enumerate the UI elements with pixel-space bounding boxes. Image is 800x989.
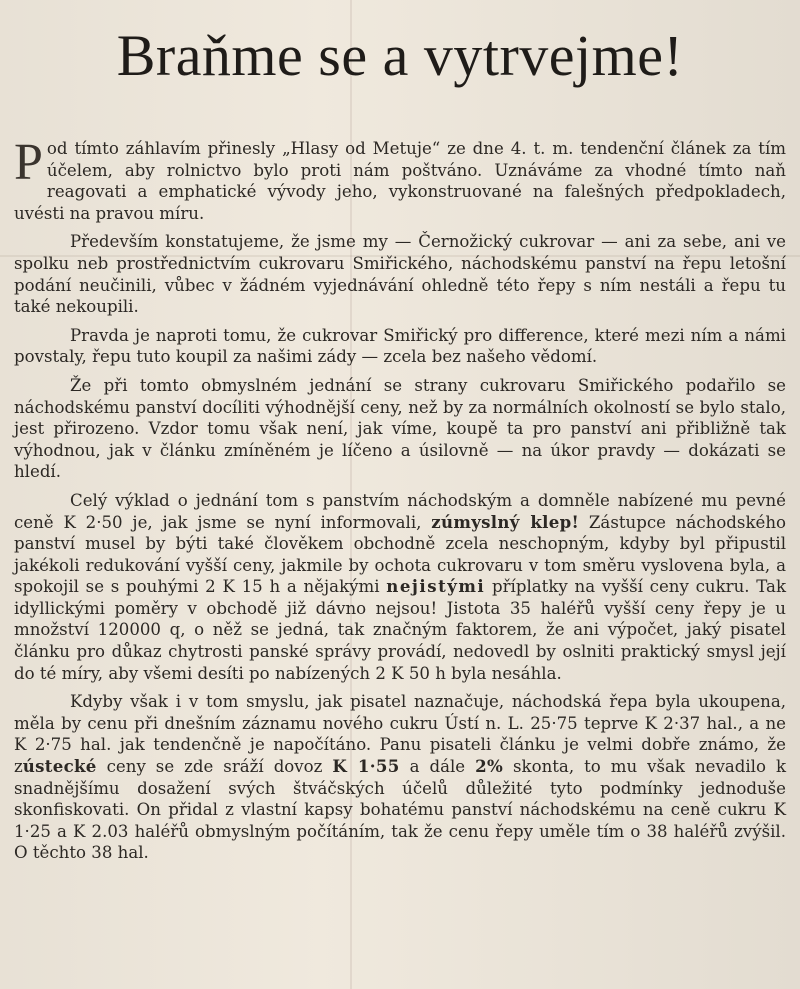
paragraph-5-text-a: Celý výklad o jednání tom s panstvím náchodským a domněle nabízené mu pevné ceně K 2·50 je, jak jsme se nyní informovali,: [14, 490, 786, 532]
document-title: Braňme se a vytrvejme!: [116, 23, 684, 88]
paragraph-1: [14, 134, 786, 224]
paragraph-5-text-c: příplatky na vyšší ceny cukru. Tak idyllickými poměry v obchodě již dávno nejsou! Jistota 35 haléřů vyšší ceny řepy je u množství 120000 q, o něž se jedná, tak značným faktorem, že ani výpočet, jaký pisatel článku pro důkaz chytrosti panské správy provádí, nedovedl by oslniti praktický smysl její do té míry, aby všemi desíti po nabízených 2 K 50 h byla nesáhla.: [14, 577, 786, 683]
paragraph-2-text: Především konstatujeme, že jsme my — Černožický cukrovar — ani za sebe, ani ve spolku neb prostřednictvím cukrovaru Smiřického, náchodskému panství na řepu letošní podání neučinili, vůbec v žádném vyjednávání ohledně této řepy s ním nestáli a řepu tu také nekoupili.: [14, 232, 786, 317]
emphasis-bold: zúmyslný klep!: [431, 511, 580, 532]
emphasis-bold: ústecké: [22, 756, 97, 777]
paragraph-4: [14, 375, 786, 483]
paragraph-3-text: Pravda je naproti tomu, že cukrovar Smiřický pro differencе, které mezi ním a námi povstaly, řepu tuto koupil za našimi zády — zcela bez našeho vědomí.: [14, 325, 786, 367]
emphasis-bold: nejistými: [386, 576, 486, 597]
emphasis-bold: K 1·55: [332, 756, 400, 777]
paragraph-6-text-b: ceny se zde sráží dovoz: [106, 757, 323, 777]
emphasis-bold: 2%: [475, 756, 504, 777]
paragraph-6-text-a: Kdyby však i v tom smyslu, jak pisatel naznačuje, náchodská řepa byla ukoupena, měla by cenu při dnešním záznamu nového cukru Ústí n. L. 25·75 teprve K 2·37 hal., a ne K 2·75 hal. jak tendenčně je napočítáno. Panu pisateli článku je velmi dobře známo, že z: [14, 692, 786, 777]
paragraph-6-text-c: a dále: [409, 757, 466, 777]
paragraph-3: [14, 325, 786, 368]
article-body: [14, 134, 787, 871]
paragraph-4-text: Že při tomto obmyslném jednání se strany cukrovaru Smiřického podařilo se náchodskému panství docíliti výhodnější ceny, než by za normálních okolností se bylo stalo, jest přirozeno. Vzdor tomu však není, jak víme, koupě ta pro panství ani přibližně tak výhodnou, jak v článku zmíněném je líčeno a úsilovně — na úkor pravdy — dokázati se hledí.: [14, 375, 786, 482]
paragraph-2: [14, 231, 786, 317]
paragraph-1-text: od tímto záhlavím přinesly „Hlasy od Metuje“ ze dne 4. t. m. tendenční článek za tím účelem, aby rolnictvo bylo proti nám poštváno. Uznáváme za vhodné tímto naň reagovati a emphatické vývody jeho, vykonstruované na falešných předpokladech, uvésti na pravou míru.: [14, 139, 786, 223]
drop-cap: P: [14, 134, 43, 191]
paragraph-5: [14, 490, 786, 684]
paragraph-6: [14, 691, 786, 864]
paragraph-5-text-b: Zástupce náchodského panství musel by býti také člověkem obchodně zcela neschopným, kdyby byl připustil jakékoli redukování vyšší ceny, jakmile by ochota cukrovaru v tom směru vyslovena byla, a spokojil se s pouhými 2 K 15 h a nějakými: [14, 512, 787, 597]
paragraph-6-text-d: skonta, to mu však nevadilo k snadnějšímu dosažení svých štváčských účelů důležité tyto podmínky jednoduše skonfiskovati. On přidal z vlastní kapsy bohatému panství náchodskému na ceně cukru K 1·25 a K 2.03 haléřů obmyslným počítáním, tak že cenu řepy uměle tím o 38 haléřů zvýšil. O těchto 38 hal.: [14, 757, 787, 863]
